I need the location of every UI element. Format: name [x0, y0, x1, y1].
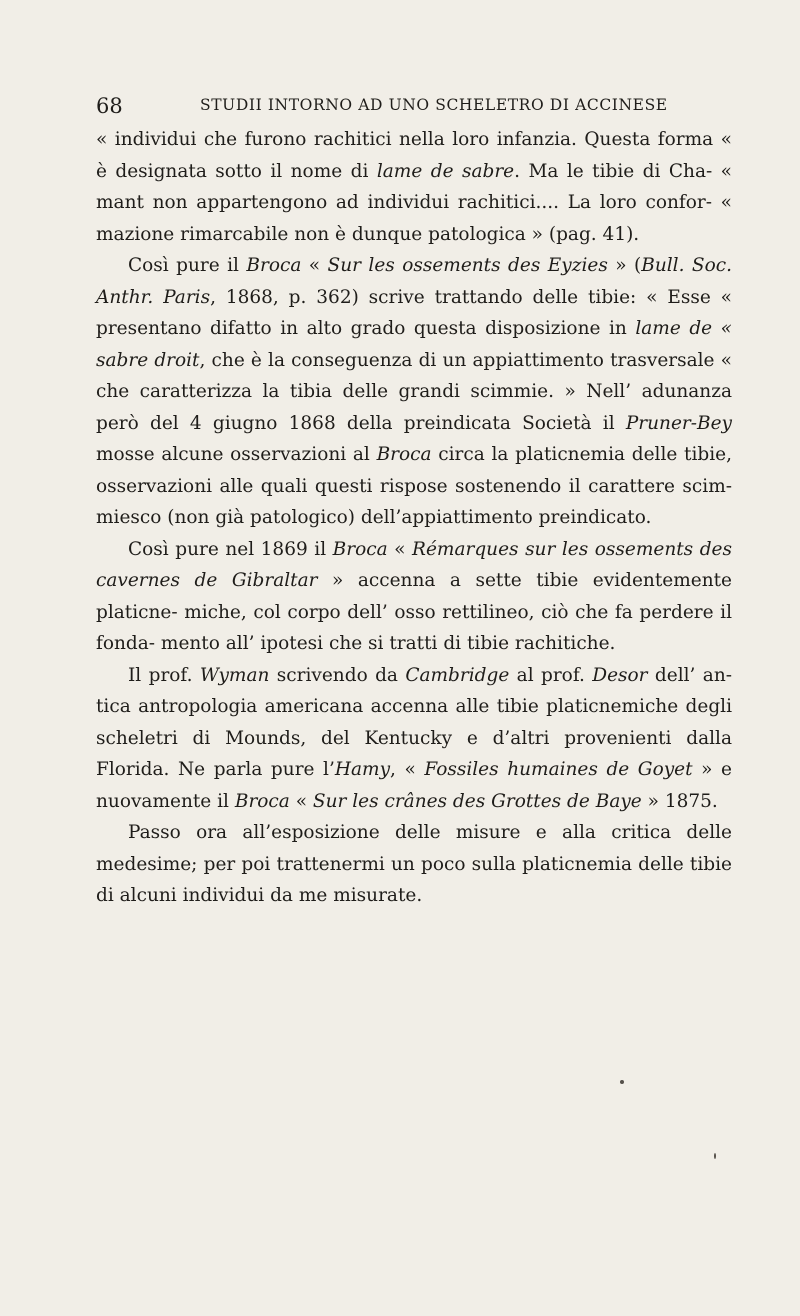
text-run: «: [387, 538, 413, 560]
text-run: » 1875.: [641, 790, 718, 812]
body-text: [96, 124, 732, 912]
author-name: Wyman: [199, 664, 270, 686]
text-run: circa la platicnemia delle tibie, osservazioni alle quali questi rispose sostenendo il carattere scim- miesco (non già patologico) dell’appiattimento preindicato.: [96, 444, 732, 528]
publication-title: Rémarques sur les ossements des cavernes de Gibraltar: [96, 538, 732, 591]
author-name: Broca: [246, 255, 302, 276]
text-run: » accenna a sette tibie evidentemente platicne- miche, col corpo dell’ osso rettilineo, ciò che fa perdere il fonda- mento all’ ipotesi che si tratti di tibie rachitiche.: [96, 570, 733, 654]
paragraph-quote-continuation: [96, 124, 732, 250]
text-run: Così pure il: [128, 255, 247, 276]
author-name: Pruner-Bey: [625, 412, 732, 434]
author-name: Broca: [376, 444, 432, 465]
italic-run: lame de « sabre droit: [96, 318, 732, 371]
text-run: » (: [607, 255, 642, 276]
author-name: Desor: [592, 664, 648, 686]
text-run: « individui che furono rachitici nella loro infanzia. Questa forma « è designata sotto il nome di: [96, 129, 732, 182]
text-run: «: [301, 255, 328, 276]
paragraph-broca-1869: [96, 534, 732, 660]
text-run: mosse alcune osservazioni al: [96, 444, 377, 465]
text-run: , «: [390, 759, 425, 780]
author-name: Broca: [234, 790, 290, 812]
journal-name: Bull. Soc. Anthr. Paris: [96, 255, 732, 308]
publication-title: Fossiles humaines de Goyet: [424, 759, 693, 780]
text-run: . Ma le tibie di Cha- « mant non appartengono ad individui rachitici.... La loro confor- « mazione rimarcabile non è dunque patologica » (pag. 41).: [96, 160, 732, 245]
text-run: dell’ an- tica antropologia americana accenna alle tibie platicnemiche degli scheletri di Mounds, del Kentucky e d’altri provenienti dalla Florida. Ne parla pure l’: [96, 664, 732, 780]
running-title: STUDII INTORNO AD UNO SCHELETRO DI ACCINESE: [200, 96, 668, 114]
text-run: , 1868, p. 362) scrive trattando delle tibie: « Esse « presentano difatto in alto grado questa disposizione in: [96, 286, 732, 339]
paragraph-closing: [96, 817, 732, 912]
text-run: al prof.: [509, 664, 593, 686]
place-name: Cambridge: [405, 664, 510, 686]
text-run: Il prof.: [128, 664, 200, 686]
text-run: » e nuovamente il: [96, 759, 732, 812]
page-number: 68: [96, 94, 123, 118]
text-run: scrivendo da: [269, 664, 406, 686]
ink-speck: [620, 1080, 624, 1084]
text-run: Così pure nel 1869 il: [128, 538, 333, 560]
text-run: «: [289, 790, 313, 812]
author-name: Broca: [332, 538, 388, 560]
page-header: [96, 88, 732, 122]
ink-speck: [714, 1153, 716, 1159]
publication-title: Sur les crânes des Grottes de Baye: [312, 790, 642, 812]
text-run: , che è la conseguenza di un appiattimento trasversale « che caratterizza la tibia delle grandi scimmie. » Nell’ adunanza però del 4 giugno 1868 della preindicata Società il: [96, 349, 732, 434]
italic-run: lame de sabre: [376, 160, 515, 182]
paragraph-wyman: [96, 660, 732, 818]
paragraph-broca-1868: [96, 250, 732, 534]
text-run: Passo ora all’esposizione delle misure e alla critica delle medesime; per poi trattenermi un poco sulla platicnemia delle tibie di alcuni individui da me misurate.: [96, 822, 732, 906]
author-name: Hamy: [334, 759, 391, 780]
publication-title: Sur les ossements des Eyzies: [327, 255, 608, 276]
